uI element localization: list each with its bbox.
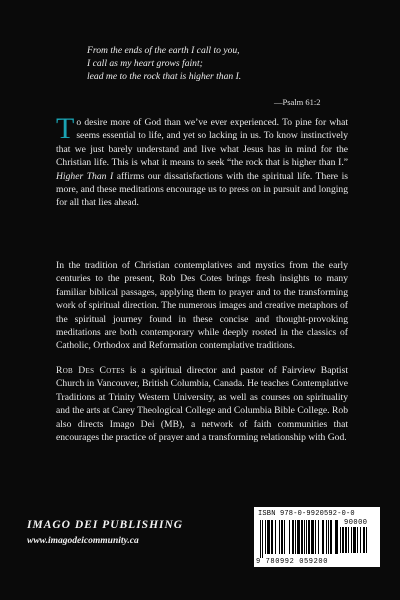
- description-paragraph-1: [56, 112, 348, 210]
- barcode-bar: [281, 520, 283, 554]
- barcode-bar: [363, 527, 365, 553]
- barcode-bar: [326, 520, 327, 554]
- ean-barcode-bars: [260, 520, 338, 558]
- epigraph-line-1: From the ends of the earth I call to you,: [87, 45, 240, 56]
- epigraph-citation: —Psalm 61:2: [274, 97, 321, 107]
- barcode-bar: [295, 520, 296, 554]
- barcode-bar: [289, 520, 290, 554]
- epigraph-line-3: lead me to the rock that is higher than I.: [87, 71, 242, 82]
- epigraph-line-2: I call as my heart grows faint;: [87, 58, 203, 69]
- barcode-bar: [330, 520, 332, 554]
- epigraph: [87, 44, 357, 107]
- barcode-bar: [279, 520, 280, 554]
- barcode-bar: [275, 520, 276, 554]
- barcode-bar: [304, 520, 305, 554]
- paragraph-1-text-a: o desire more of God than we’ve ever experienced. To pine for what seems essential to life, and yet so lacking in us. To know instinctively that we just barely understand and live what Jesus has in mind for the Christian life. This is what it means to seek “the rock that is higher than I.”: [56, 117, 348, 169]
- barcode-bar: [292, 520, 294, 554]
- barcode-bar: [267, 520, 270, 554]
- barcode-bar: [301, 520, 303, 554]
- barcode-bar: [328, 520, 329, 554]
- barcode-bar: [308, 520, 310, 554]
- barcode-bar: [322, 520, 324, 554]
- publisher-url: www.imagodeicommunity.ca: [27, 536, 139, 546]
- book-title: Higher Than I: [56, 170, 114, 182]
- barcode-bar: [271, 520, 273, 554]
- barcode-bar: [265, 520, 266, 554]
- barcode-bar: [351, 527, 352, 553]
- addon-barcode-bars: [340, 527, 372, 557]
- isbn-barcode: [254, 507, 380, 567]
- publisher-name: IMAGO DEI PUBLISHING: [27, 519, 184, 531]
- addon-price-code: 90000: [344, 519, 368, 527]
- description-paragraph-2: [56, 259, 348, 353]
- barcode-bar: [335, 520, 338, 554]
- barcode-bar: [366, 527, 367, 553]
- barcode-bar: [348, 527, 349, 553]
- barcode-digits: 9 780992 059200: [256, 558, 329, 566]
- barcode-bar: [357, 527, 358, 553]
- barcode-bar: [353, 527, 356, 553]
- author-bio-text: is a spiritual director and pastor of Fairview Baptist Church in Vancouver, British Columbia, Canada. He teaches Contemplative Traditions at Trinity Western University, as well as courses on spirituality and the arts at Carey Theological College and Columbia Bible College. Rob also directs Imago Dei (MB), a network of faith communities that encourages the practice of prayer and a transforming relationship with God.: [56, 365, 348, 444]
- drop-cap: T: [56, 112, 75, 145]
- barcode-bar: [311, 520, 314, 554]
- barcode-bar: [284, 520, 285, 554]
- barcode-bar: [340, 527, 341, 553]
- publisher-block: [27, 519, 227, 546]
- paragraph-2-text: In the tradition of Christian contemplatives and mystics from the early centuries to the present, Rob Des Cotes brings fresh insights to many familiar biblical passages, applying them to prayer and to the transforming work of spiritual direction. The numerous images and creative metaphors of the spiritual journey found in these concise and thought-provoking meditations are both contemporary while deeply rooted in the classics of Catholic, Orthodox and Reformation contemplative traditions.: [56, 260, 348, 352]
- barcode-bar: [297, 520, 300, 554]
- barcode-bar: [318, 520, 319, 554]
- barcode-bar: [315, 520, 316, 554]
- barcode-bar: [345, 527, 347, 553]
- isbn-label: ISBN 978-0-9920592-0-0: [258, 510, 355, 518]
- barcode-bar: [342, 527, 344, 553]
- barcode-bar: [360, 527, 361, 553]
- barcode-bar: [306, 520, 307, 554]
- barcode-bar: [260, 520, 261, 558]
- author-bio-paragraph: [56, 364, 348, 444]
- author-name: Rob Des Cotes: [56, 365, 125, 376]
- barcode-bar: [262, 520, 263, 558]
- paragraph-1-text-b: affirms our dissatisfactions with the spiritual life. There is more, and these meditations encourage us to press on in pursuit and longing for all that lies ahead.: [56, 170, 348, 209]
